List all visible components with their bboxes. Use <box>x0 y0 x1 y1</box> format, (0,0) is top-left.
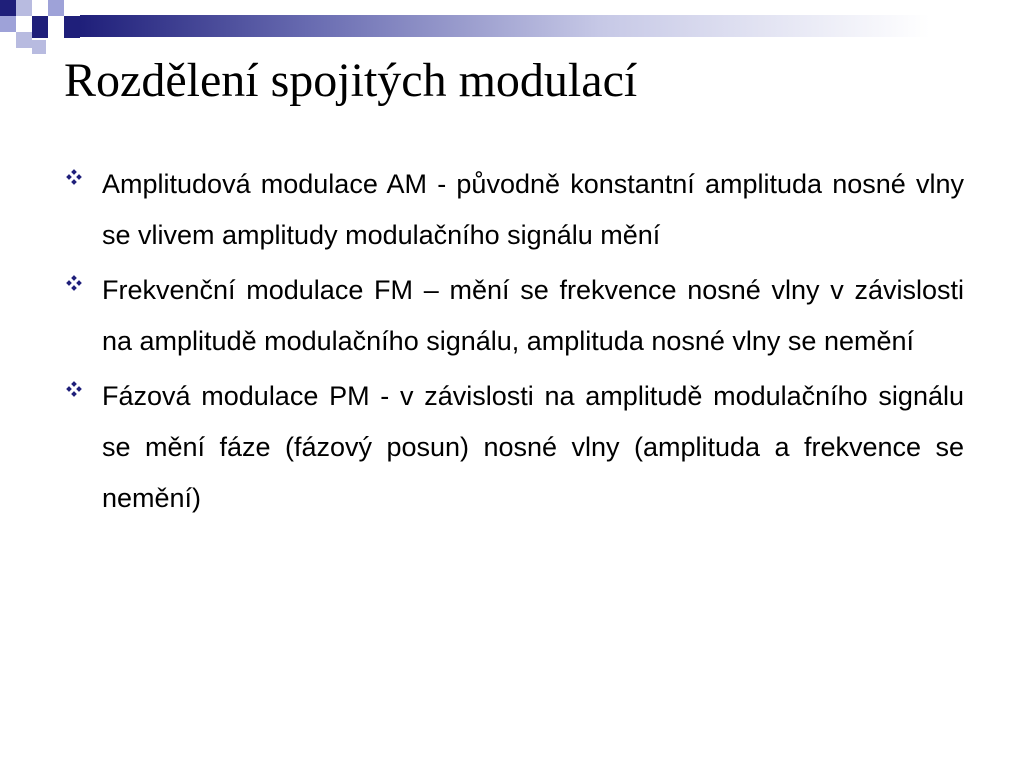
decor-square-navy <box>0 0 16 16</box>
bullet-item <box>66 371 964 524</box>
header-gradient-bar <box>80 15 1024 37</box>
decor-square-navy <box>32 16 48 38</box>
decor-square-lavender <box>48 0 64 16</box>
bullet-item <box>66 159 964 261</box>
decor-square-navy <box>64 16 80 38</box>
bullet-text: Amplitudová modulace AM - původně konstantní amplituda nosné vlny se vlivem amplitudy modulačního signálu mění <box>102 169 964 250</box>
bullet-text: Fázová modulace PM - v závislosti na amplitudě modulačního signálu se mění fáze (fázový posun) nosné vlny (amplituda a frekvence se nemění) <box>102 381 964 513</box>
slide-title: Rozdělení spojitých modulací <box>64 54 638 107</box>
bullet-list <box>66 165 964 534</box>
decor-square-lavender <box>0 16 16 32</box>
bullet-item <box>66 265 964 367</box>
decor-square-lavender <box>16 32 32 48</box>
diamond-bullet-icon <box>66 275 82 291</box>
bullet-text: Frekvenční modulace FM – mění se frekvence nosné vlny v závislosti na amplitudě modulačního signálu, amplituda nosné vlny se nemění <box>102 275 964 356</box>
decor-square-lavender <box>32 40 46 54</box>
diamond-bullet-icon <box>66 169 82 185</box>
diamond-bullet-icon <box>66 381 82 397</box>
decor-square-lavender <box>16 0 32 16</box>
